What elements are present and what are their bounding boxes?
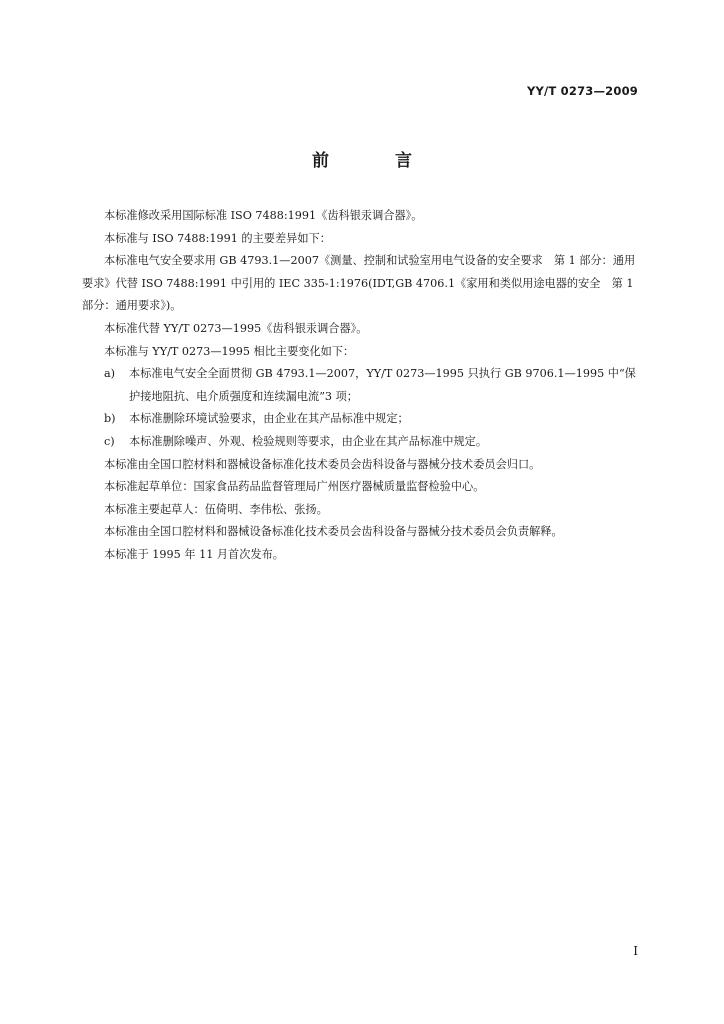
foreword-body: [82, 205, 642, 567]
list-text: 本标准删除环境试验要求，由企业在其产品标准中规定；: [129, 412, 409, 426]
list-marker: c): [104, 434, 115, 448]
paragraph: 本标准由全国口腔材料和器械设备标准化技术委员会齿科设备与器械分技术委员会归口。: [104, 457, 541, 471]
paragraph: 本标准修改采用国际标准 ISO 7488:1991《齿科银汞调合器》。: [104, 209, 423, 222]
standard-code: YY/T 0273—2009: [526, 84, 638, 98]
paragraph: 本标准于 1995 年 11 月首次发布。: [104, 547, 284, 561]
list-item: [82, 431, 642, 454]
list-text: 本标准电气安全全面贯彻 GB 4793.1—2007，YY/T 0273—1995 只执行 GB 9706.1—1995 中“保护接地阻抗、电介质强度和连续漏电流”3 项；: [129, 367, 636, 403]
list-marker: a): [104, 367, 116, 381]
paragraph: 本标准与 YY/T 0273—1995 相比主要变化如下：: [104, 344, 355, 358]
page-number: I: [633, 944, 638, 958]
list-text: 本标准删除噪声、外观、检验规则等要求，由企业在其产品标准中规定。: [129, 434, 488, 448]
paragraph: 本标准代替 YY/T 0273—1995《齿科银汞调合器》。: [104, 321, 368, 335]
paragraph: 本标准主要起草人：伍倚明、李伟松、张扬。: [104, 502, 328, 516]
list-item: [82, 408, 642, 431]
list-marker: b): [104, 412, 116, 426]
list-item: [82, 363, 642, 408]
paragraph: 本标准与 ISO 7488:1991 的主要差异如下：: [104, 231, 331, 245]
paragraph: 本标准由全国口腔材料和器械设备标准化技术委员会齿科设备与器械分技术委员会负责解释。: [104, 525, 563, 539]
paragraph: 本标准电气安全要求用 GB 4793.1—2007《测量、控制和试验室用电气设备的安全要求 第 1 部分：通用要求》代替 ISO 7488:1991 中引用的 IEC 335-1:1976(IDT,GB 4706.1《家用和类似用途电器的安全 第 1 部分：通用要求》)。: [82, 254, 636, 313]
page-title: 前 言: [312, 151, 442, 171]
paragraph: 本标准起草单位：国家食品药品监督管理局广州医疗器械质量监督检验中心。: [104, 480, 485, 494]
